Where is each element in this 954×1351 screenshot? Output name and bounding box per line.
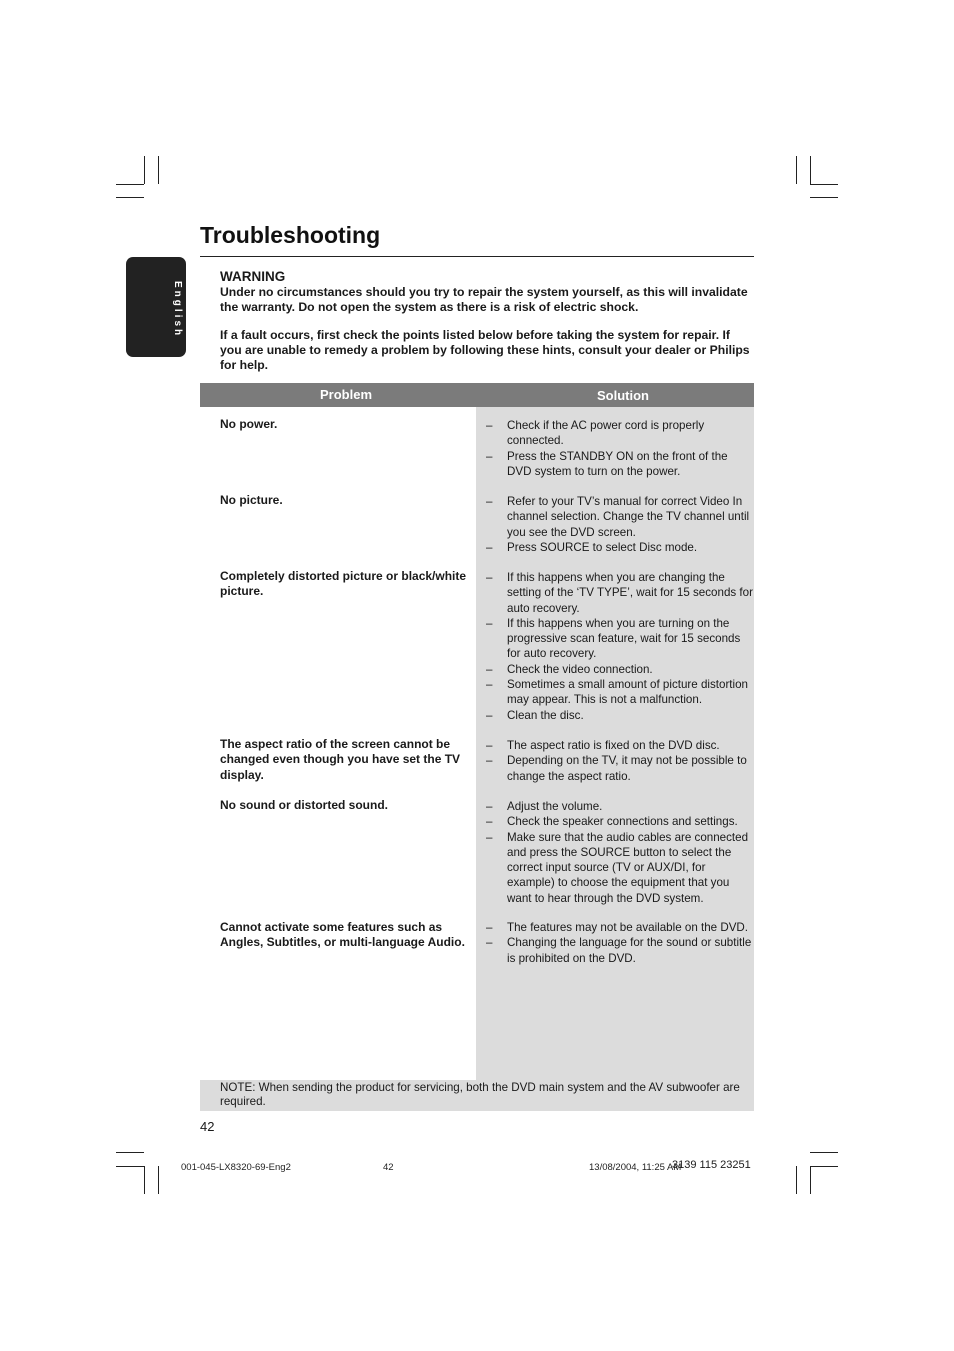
solution-item: – Press the STANDBY ON on the front of the DVD system to turn on the power. xyxy=(486,449,754,480)
solution-item: – If this happens when you are changing the setting of the ‘TV TYPE’, wait for 15 seconds for auto recovery. xyxy=(486,570,754,616)
language-tab xyxy=(126,257,186,357)
solution-item: – Check the video connection. xyxy=(486,662,754,677)
crop-mark xyxy=(810,184,838,185)
solution-list xyxy=(486,418,754,479)
problem-cell: No picture. xyxy=(220,493,283,507)
solution-list xyxy=(486,494,754,555)
page-number: 42 xyxy=(200,1119,215,1134)
crop-mark xyxy=(158,156,159,184)
title-divider xyxy=(200,256,754,257)
column-header-problem: Problem xyxy=(319,387,372,402)
footer-sheet-number: 42 xyxy=(383,1162,394,1173)
warning-paragraph-2: If a fault occurs, first check the points listed below before taking the system for repair. If you are unable to remedy a problem by following these hints, consult your dealer or Philips for help. xyxy=(220,327,750,373)
problem-cell: Completely distorted picture or black/white picture. xyxy=(220,569,467,599)
service-note-text: NOTE: When sending the product for servicing, both the DVD main system and the AV subwoofer are required. xyxy=(220,1081,740,1108)
crop-mark xyxy=(116,1166,144,1167)
solution-item: – Check the speaker connections and settings. xyxy=(486,814,754,829)
solution-list xyxy=(486,570,754,723)
warning-paragraph-1: Under no circumstances should you try to repair the system yourself, as this will invalidate the warranty. Do not open the system as there is a risk of electric shock. xyxy=(220,285,748,315)
solution-item: – Clean the disc. xyxy=(486,708,754,723)
warning-block xyxy=(220,268,750,373)
solution-item: – Refer to your TV’s manual for correct Video In channel selection. Change the TV channel until you see the DVD screen. xyxy=(486,494,754,540)
solution-item: – Sometimes a small amount of picture distortion may appear. This is not a malfunction. xyxy=(486,677,754,708)
language-tab-label: English xyxy=(172,281,183,339)
solution-item: – Depending on the TV, it may not be possible to change the aspect ratio. xyxy=(486,753,754,784)
problem-cell: The aspect ratio of the screen cannot be changed even though you have set the TV display. xyxy=(220,737,461,782)
solution-item: – Changing the language for the sound or subtitle is prohibited on the DVD. xyxy=(486,935,754,966)
solution-item: – The features may not be available on the DVD. xyxy=(486,920,754,935)
crop-mark xyxy=(796,1166,797,1194)
solution-item: – The aspect ratio is fixed on the DVD disc. xyxy=(486,738,754,753)
crop-mark xyxy=(796,156,797,184)
solution-list xyxy=(486,738,754,784)
problem-cell: No sound or distorted sound. xyxy=(220,798,388,812)
crop-mark xyxy=(810,197,838,198)
solution-list xyxy=(486,920,754,966)
problem-cell: Cannot activate some features such as Angles, Subtitles, or multi-language Audio. xyxy=(220,920,465,950)
crop-mark xyxy=(144,1166,145,1194)
service-note xyxy=(200,1080,754,1111)
crop-mark xyxy=(810,1166,838,1167)
solution-list xyxy=(486,799,754,906)
column-header-solution: Solution xyxy=(597,388,649,403)
solution-item: – If this happens when you are turning on the progressive scan feature, wait for 15 seconds for auto recovery. xyxy=(486,616,754,662)
crop-mark xyxy=(116,184,144,185)
page-title: Troubleshooting xyxy=(200,222,381,248)
crop-mark xyxy=(116,1152,144,1153)
footer-product-code: 3139 115 23251 xyxy=(672,1159,751,1171)
crop-mark xyxy=(116,197,144,198)
footer-file-name: 001-045-LX8320-69-Eng2 xyxy=(181,1162,291,1173)
warning-heading: WARNING xyxy=(220,269,286,284)
solution-item: – Check if the AC power cord is properly connected. xyxy=(486,418,754,449)
crop-mark xyxy=(144,156,145,184)
solution-item: – Make sure that the audio cables are connected and press the SOURCE button to select the correct input source (TV or AUX/DI, for example) to choose the equipment that you want to hear through the DVD system. xyxy=(486,830,754,906)
solution-item: – Adjust the volume. xyxy=(486,799,754,814)
crop-mark xyxy=(810,1166,811,1194)
problem-cell: No power. xyxy=(220,417,278,431)
table-header xyxy=(200,383,754,407)
crop-mark xyxy=(158,1166,159,1194)
crop-mark xyxy=(810,1152,838,1153)
solution-item: – Press SOURCE to select Disc mode. xyxy=(486,540,754,555)
footer-timestamp: 13/08/2004, 11:25 AM xyxy=(589,1162,682,1173)
crop-mark xyxy=(810,156,811,184)
